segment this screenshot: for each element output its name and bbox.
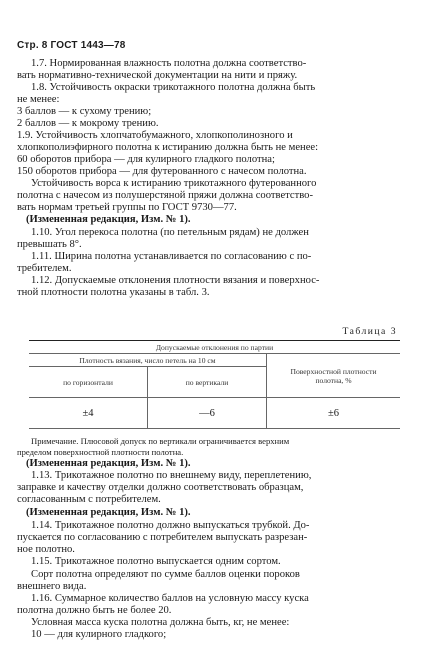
text-line: вать нормам третьей группы по ГОСТ 9730—77. — [17, 202, 237, 213]
text-line: 1.10. Угол перекоса полотна (по петельным рядам) не должен — [31, 227, 309, 238]
amendment-note: (Измененная редакция, Изм. № 1). — [26, 458, 191, 469]
table-cell: —6 — [148, 398, 267, 429]
table-note: Примечание. Плюсовой допуск по вертикали ограничивается верхним — [31, 436, 290, 446]
table-density-header: Плотность вязания, число петель на 10 см — [29, 354, 267, 367]
table-cell: ±4 — [29, 398, 148, 429]
text-line: 1.8. Устойчивость окраски трикотажного полотна должна быть — [31, 82, 316, 93]
text-line: 1.11. Ширина полотна устанавливается по согласованию с по- — [31, 251, 312, 262]
text-line: 1.14. Трикотажное полотно должно выпускаться трубкой. До- — [31, 520, 310, 531]
text-line: ное полотно. — [17, 544, 75, 555]
text-line: 1.13. Трикотажное полотно по внешнему виду, переплетению, — [31, 470, 312, 481]
table-col-vertical: по вертикали — [148, 367, 267, 398]
text-line: хлопкополиэфирного полотна к истиранию должна быть не менее: — [17, 142, 319, 153]
tolerance-table — [29, 340, 400, 429]
table-col-horizontal: по горизонтали — [29, 367, 148, 398]
text-line: внешнего вида. — [17, 581, 87, 592]
text-line: не менее: — [17, 94, 60, 105]
text-line: Условная масса куска полотна должна быть, кг, не менее: — [31, 617, 290, 628]
table-col-surface: Поверхностной плотности полотна, % — [267, 354, 401, 398]
text-line: 1.15. Трикотажное полотно выпускается одним сортом. — [31, 556, 281, 567]
text-line: 1.12. Допускаемые отклонения плотности вязания и поверхнос- — [31, 275, 320, 286]
text-line: 150 оборотов прибора — для футерованного с начесом полотна. — [17, 166, 307, 177]
text-line: 2 баллов — к мокрому трению. — [17, 118, 159, 129]
amendment-note: (Измененная редакция, Изм. № 1). — [26, 507, 191, 518]
table-title: Таблица 3 — [342, 326, 397, 337]
table-cell: ±6 — [267, 398, 401, 429]
table-group-header: Допускаемые отклонения по партии — [29, 341, 400, 354]
text-line: Устойчивость ворса к истиранию трикотажного футерованного — [31, 178, 317, 189]
text-line: согласованным с потребителем. — [17, 494, 161, 505]
text-line: 10 — для кулирного гладкого; — [31, 629, 167, 640]
text-line: 1.16. Суммарное количество баллов на условную массу куска — [31, 593, 309, 604]
text-line: вать нормативно-технической документации на нити и пряжу. — [17, 70, 298, 81]
text-line: полотна с начесом из полушерстяной пряжи должна соответство- — [17, 190, 313, 201]
text-line: полотна должно быть не более 20. — [17, 605, 172, 616]
text-line: 60 оборотов прибора — для кулирного гладкого полотна; — [17, 154, 275, 165]
text-line: 1.7. Нормированная влажность полотна должна соответство- — [31, 58, 307, 69]
text-line: 3 баллов — к сухому трению; — [17, 106, 152, 117]
table-note: пределом поверхностной плотности полотна. — [17, 447, 184, 457]
page-header: Стр. 8 ГОСТ 1443—78 — [17, 40, 126, 51]
text-line: заправке и качеству отделки должно соответствовать образцам, — [17, 482, 304, 493]
text-line: Сорт полотна определяют по сумме баллов оценки пороков — [31, 569, 300, 580]
text-line: требителем. — [17, 263, 72, 274]
text-line: 1.9. Устойчивость хлопчатобумажного, хлопкополинозного и — [17, 130, 293, 141]
text-line: тной плотности полотна указаны в табл. 3. — [17, 287, 210, 298]
amendment-note: (Измененная редакция, Изм. № 1). — [26, 214, 191, 225]
text-line: превышать 8°. — [17, 239, 82, 250]
text-line: пускается по согласованию с потребителем выпускать разрезан- — [17, 532, 308, 543]
